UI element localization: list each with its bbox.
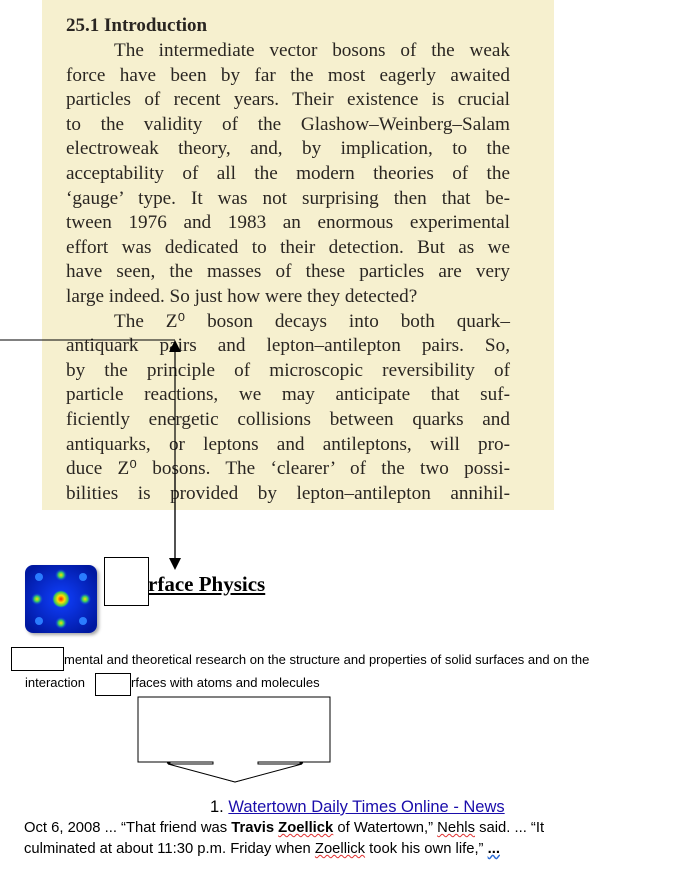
desc-cover-box-1 [11,647,64,671]
snippet-text: said. ... “It [475,820,545,836]
book-text-line: The Z⁰ boson decays into both quark– [114,310,510,332]
book-text-line: ‘gauge’ type. It was not surprising then that be- [66,187,510,209]
search-result-heading [210,798,505,817]
surface-description-line1: mental and theoretical research on the structure and properties of solid surfaces and on the [64,652,590,667]
book-text-line: antiquarks, or leptons and antileptons, will pro- [66,433,510,455]
book-text-line: tween 1976 and 1983 an enormous experimental [66,212,510,234]
surface-physics-logo [25,565,97,633]
snippet-text: culminated at about 11:30 p.m. Friday when [24,841,315,857]
snippet-text: Oct 6, 2008 ... “That friend was [24,820,232,836]
result-title-link[interactable]: Watertown Daily Times Online - News [228,798,505,816]
book-text-line: large indeed. So just how were they detected? [66,285,418,307]
book-text-line: acceptability of all the modern theories of the [66,162,510,184]
snippet-name-highlight: Travis Zoellick [231,820,334,836]
book-text-line: duce Z⁰ bosons. The ‘clearer’ of the two possi- [66,458,510,480]
book-text-line: bilities is provided by lepton–antilepton annihil- [66,482,510,504]
snippet-text: of Watertown,” [333,820,438,836]
book-page-scan [42,0,554,510]
book-text-line: particle reactions, we may anticipate that suf- [66,384,510,406]
desc-cover-box-2 [95,673,131,696]
book-text-line: antiquark pairs and lepton–antilepton pairs. So, [66,335,510,357]
result-snippet-line2 [24,841,664,857]
surface-physics-title[interactable]: rface Physics [148,572,266,596]
result-snippet-line1 [24,820,664,836]
book-text-line: force have been by far the most eagerly awaited [66,64,510,86]
book-text-line: ficiently energetic collisions between quarks and [66,408,510,430]
book-text-line: by the principle of microscopic reversibility of [66,359,510,381]
down-block-arrow [138,697,330,782]
book-text-line: particles of recent years. Their existence is crucial [66,89,510,111]
result-number: 1. [210,798,224,816]
book-text-line: have seen, the masses of these particles are very [66,261,510,283]
title-cover-box [104,557,149,606]
book-text-line: electroweak theory, and, by implication, to the [66,138,510,160]
snippet-more-link[interactable]: ... [487,841,500,857]
book-text-line: to the validity of the Glashow–Weinberg–Salam [66,113,510,135]
snippet-text: took his own life,” [365,841,488,857]
snippet-nehls: Nehls [437,820,475,836]
snippet-zoellick: Zoellick [314,841,366,857]
book-text-line: effort was dedicated to their detection. But as we [66,236,510,258]
book-text [66,13,510,506]
surface-description-line2-start: interaction [25,675,85,690]
book-section-heading: 25.1 Introduction [66,15,208,36]
surface-description-line2-end: rfaces with atoms and molecules [131,675,320,690]
book-text-line: The intermediate vector bosons of the weak [114,40,510,61]
